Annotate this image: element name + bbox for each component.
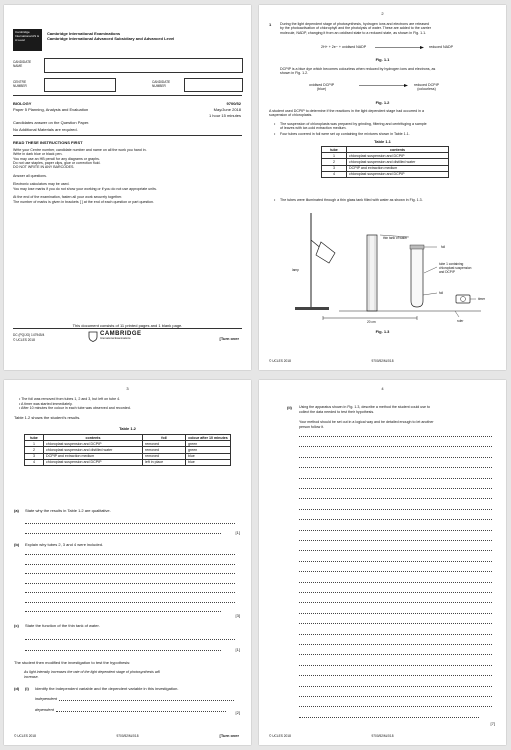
- answer-line[interactable]: [299, 498, 492, 499]
- water-tank: [367, 235, 377, 311]
- table-cell: chloroplast suspension and DCPIP: [44, 441, 143, 447]
- answer-line[interactable]: [299, 602, 492, 603]
- turn-over: [Turn over: [219, 336, 239, 341]
- foil-label-2: foil: [439, 291, 444, 295]
- board-line-1: Cambridge International Examinations: [47, 31, 121, 36]
- table-cell: 3: [322, 165, 347, 171]
- page-number: 2: [381, 11, 384, 16]
- answer-line[interactable]: [299, 623, 492, 624]
- footer-code: 9700/52/M/J/18: [371, 359, 394, 363]
- foil: [410, 245, 424, 249]
- student-text: [269, 109, 424, 118]
- divider: [13, 135, 242, 136]
- table-cell: DCPIP and extraction medium: [347, 165, 449, 171]
- duration: 1 hour 15 minutes: [208, 113, 241, 118]
- hypothesis: [24, 670, 160, 679]
- question-d-label: (d): [14, 686, 20, 691]
- bullet-item: • After 10 minutes the colour in each tube was observed and recorded.: [19, 406, 131, 411]
- question-d-sub-label: (i): [25, 686, 29, 691]
- arrow-icon: [359, 83, 409, 88]
- question-page-2: [259, 5, 506, 370]
- answer-line[interactable]: [25, 583, 235, 584]
- answer-note: Candidates answer on the Question Paper.: [13, 120, 90, 125]
- answer-line[interactable]: [25, 523, 235, 524]
- centre-number-box[interactable]: [44, 78, 116, 92]
- lamp-shade: [316, 242, 335, 263]
- arrow-icon: [375, 45, 425, 50]
- dcpip-text: [280, 67, 435, 76]
- answer-line[interactable]: [299, 644, 492, 645]
- ruler-label: ruler: [457, 319, 464, 323]
- dependent-label: dependent: [35, 707, 54, 712]
- text-line: DCPIP is a blue dye which becomes colourless when reduced by hydrogen ions and electrons, as: [280, 67, 436, 71]
- table-1-2-title: Table 1.2: [119, 426, 136, 431]
- table-cell: 3: [25, 453, 44, 459]
- bullet-item: • The foil was removed from tubes 1, 2 and 3, but left on tube 4.: [19, 397, 121, 401]
- table-row: [25, 459, 231, 465]
- question-sub-label: (ii): [287, 405, 292, 410]
- question-page-3: [4, 380, 251, 745]
- dependent-answer-line[interactable]: [56, 711, 226, 712]
- answer-line[interactable]: [25, 554, 235, 555]
- instructions-list: [13, 148, 157, 204]
- answer-line[interactable]: [299, 561, 492, 562]
- question-number: 1: [269, 22, 272, 27]
- table-cell: chloroplast suspension and distilled water: [347, 159, 449, 165]
- question-b-text: Explain why tubes 2, 3 and 4 were included.: [25, 542, 104, 547]
- question-b-label: (b): [14, 542, 20, 547]
- answer-line[interactable]: [299, 530, 492, 531]
- hypothesis-intro: The student then modified the investigation to test the hypothesis:: [14, 660, 131, 665]
- footer-code: 9700/52/M/J/18: [116, 734, 139, 738]
- equation-1-right: reduced NADP: [429, 45, 453, 49]
- answer-line[interactable]: [299, 665, 492, 666]
- answer-line[interactable]: [299, 686, 492, 687]
- footer-copyright: © UCLES 2018: [269, 359, 291, 363]
- mark-allocation: [7]: [490, 721, 495, 726]
- question-text: [299, 405, 430, 414]
- table-header: colour after 10 minutes: [186, 435, 231, 441]
- bullet-2: • Four tubes covered in foil were set up containing the mixtures shown in Table 1.1.: [274, 132, 410, 136]
- lamp-label: lamp: [292, 268, 299, 272]
- answer-line[interactable]: [299, 457, 492, 458]
- answer-line[interactable]: [299, 717, 479, 718]
- table-cell: chloroplast suspension and DCPIP: [347, 171, 449, 177]
- table-cell: removed: [143, 441, 186, 447]
- answer-line[interactable]: [25, 602, 235, 603]
- cover-page: [4, 5, 251, 370]
- candidate-name-box[interactable]: [44, 58, 243, 73]
- intro-text: [280, 22, 431, 35]
- lamp-base: [295, 307, 329, 310]
- subject: BIOLOGY: [13, 101, 32, 106]
- divider: [13, 95, 242, 96]
- text-line: by the photoactivation of chlorophyll and the photolysis of water. These are added to the carrier: [280, 26, 431, 31]
- instruction-line: Write your Centre number, candidate number and name on all the work you hand in.: [13, 148, 147, 152]
- question-a-label: (a): [14, 508, 19, 513]
- answer-line[interactable]: [299, 446, 492, 447]
- answer-line[interactable]: [299, 571, 492, 572]
- instruction-line: DO NOT WRITE IN ANY BARCODES.: [13, 165, 75, 170]
- answer-line[interactable]: [25, 611, 221, 612]
- table-cell: chloroplast suspension and distilled water: [44, 447, 143, 453]
- answer-line[interactable]: [299, 582, 492, 583]
- answer-line[interactable]: [25, 592, 235, 593]
- instruction-line: Answer all questions.: [13, 173, 47, 178]
- answer-line[interactable]: [25, 564, 235, 565]
- table-cell: blue: [186, 453, 231, 459]
- mark-allocation: [2]: [235, 710, 240, 715]
- answer-line[interactable]: [299, 550, 492, 551]
- text-line: A student used DCPIP to determine if the reactions in the light dependent stage had occurred in a: [269, 109, 424, 113]
- page-number: 4: [381, 386, 384, 391]
- centre-number-label: CENTRE NUMBER: [13, 80, 27, 88]
- paper-code: 9700/52: [226, 101, 241, 106]
- table-header: tube: [25, 435, 44, 441]
- tube-label: tube 1 containing chloroplast suspension and DCPIP: [439, 262, 472, 274]
- answer-line[interactable]: [299, 613, 492, 614]
- shield-icon: [88, 331, 98, 342]
- equation-2-right: reduced DCPIP (colourless): [414, 83, 439, 92]
- answer-line[interactable]: [299, 436, 492, 437]
- answer-line[interactable]: [299, 654, 492, 655]
- page-number: 3: [126, 386, 129, 391]
- candidate-number-label: CANDIDATE NUMBER: [152, 80, 171, 88]
- document-reference: DC (PQ/JG) 147945/4: [13, 333, 45, 337]
- table-cell: 2: [25, 447, 44, 453]
- tank-label: thin tank of water: [383, 236, 408, 240]
- mark-allocation: [3]: [235, 613, 240, 618]
- instruction-line: You may lose marks if you do not show your working or if you do not use appropriate units.: [13, 186, 157, 191]
- table-header: tube: [322, 147, 347, 153]
- question-page-4: [259, 380, 506, 745]
- instruction-line: You may use an HB pencil for any diagrams or graphs.: [13, 156, 100, 161]
- bullet-list: [19, 397, 131, 411]
- text-line: During the light dependent stage of photosynthesis, hydrogen ions and electrons are released: [280, 22, 430, 26]
- table-cell: 1: [322, 153, 347, 159]
- table-cell: removed: [143, 453, 186, 459]
- answer-line[interactable]: [299, 540, 492, 541]
- board-line-2: Cambridge International Advanced Subsidiary and Advanced Level: [47, 36, 175, 41]
- instruction-line: Do not use staples, paper clips, glue or correction fluid.: [13, 160, 101, 165]
- foil-label: foil: [441, 245, 446, 249]
- table-cell: 4: [25, 459, 44, 465]
- answer-line[interactable]: [299, 519, 492, 520]
- equation-1-left: 2H+ + 2e− + oxidised NADP: [321, 45, 367, 49]
- session: May/June 2018: [213, 107, 241, 112]
- table-header: contents: [44, 435, 143, 441]
- text-line: The suspension of chloroplasts was prepared by grinding, filtering and centrifuging a sample: [280, 122, 427, 126]
- instruction-line: Write in dark blue or black pen.: [13, 152, 63, 157]
- question-a-text: State why the results in Table 1.2 are qualitative.: [25, 508, 111, 513]
- table-header: contents: [347, 147, 449, 153]
- answer-line[interactable]: [299, 634, 492, 635]
- figure-1-2-caption: Fig. 1.2: [375, 100, 390, 105]
- table-cell: 4: [322, 171, 347, 177]
- mark-allocation: [1]: [235, 647, 240, 652]
- footer-code: 9700/52/M/J/18: [371, 734, 394, 738]
- timer-label: timer: [478, 297, 486, 301]
- table-cell: 1: [25, 441, 44, 447]
- cambridge-logo: CAMBRIDGE International Examinations: [100, 331, 142, 340]
- answer-line[interactable]: [299, 478, 492, 479]
- answer-line[interactable]: [25, 533, 221, 534]
- instruction-line: At the end of the examination, fasten all your work securely together.: [13, 195, 123, 200]
- table-1-1-title: Table 1.1: [374, 139, 391, 144]
- materials-note: No Additional Materials are required.: [13, 127, 78, 132]
- table-cell: green: [186, 447, 231, 453]
- pages-note: This document consists of 11 printed pages and 1 blank page.: [72, 323, 183, 328]
- answer-line[interactable]: [25, 650, 221, 651]
- instruction-line: The number of marks is given in brackets [ ] at the end of each question or part question.: [13, 199, 155, 204]
- distance-label: 20 cm: [367, 320, 376, 324]
- table-1-2: [24, 434, 231, 466]
- table-cell: 2: [322, 159, 347, 165]
- bullet-1: • The suspension of chloroplasts was prepared by grinding, filtering and centrifuging a sample of leaves with ice-cold extraction medium.: [274, 122, 427, 131]
- table-cell: green: [186, 441, 231, 447]
- answer-line[interactable]: [299, 592, 492, 593]
- cambridge-crest-logo: Cambridge International AS & A Level: [13, 29, 42, 51]
- question-guidance: [299, 420, 434, 429]
- candidate-name-label: CANDIDATE NAME: [13, 60, 32, 68]
- bullet-item: • A timer was started immediately.: [19, 401, 73, 406]
- table-row: [322, 171, 449, 177]
- question-d-text: Identify the independent variable and the dependent variable in this investigation.: [35, 686, 179, 691]
- text-line: Your method should be set out in a logical way and be detailed enough to let another: [299, 420, 434, 424]
- table-cell: blue: [186, 459, 231, 465]
- question-c-text: State the function of the thin tank of water.: [25, 623, 100, 628]
- text-line: of leaves with ice-cold extraction medium.: [280, 126, 347, 131]
- table-cell: chloroplast suspension and DCPIP: [44, 459, 143, 465]
- answer-line[interactable]: [299, 509, 492, 510]
- hypothesis-line: increase.: [24, 674, 39, 679]
- text-line: molecule, NADP, changing it from an oxidised state to a reduced state, as shown in Fig. 1.1.: [280, 30, 427, 35]
- text-line: suspension of chloroplasts.: [269, 113, 313, 118]
- table-cell: left in place: [143, 459, 186, 465]
- mark-allocation: [1]: [235, 530, 240, 535]
- independent-label: independent: [35, 696, 58, 701]
- table-cell: removed: [143, 447, 186, 453]
- table-header: foil: [143, 435, 186, 441]
- footer-copyright: © UCLES 2018: [269, 734, 291, 738]
- answer-line[interactable]: [25, 639, 235, 640]
- question-c-label: (c): [14, 623, 19, 628]
- footer-copyright: © UCLES 2018: [14, 734, 36, 738]
- divider: [13, 328, 242, 329]
- instructions-heading: READ THESE INSTRUCTIONS FIRST: [13, 140, 83, 145]
- table-cell: DCPIP and extraction medium: [44, 453, 143, 459]
- answer-line[interactable]: [299, 696, 492, 697]
- timer-icon: [456, 295, 470, 303]
- turn-over: [Turn over: [219, 733, 239, 738]
- text-line: Using the apparatus shown in Fig. 1.3, describe a method the student could use to: [299, 405, 431, 409]
- text-line: shown in Fig. 1.2.: [280, 71, 309, 76]
- text-line: person follow it.: [299, 424, 324, 429]
- answer-line[interactable]: [25, 573, 235, 574]
- text-line: collect the data needed to test their hypothesis.: [299, 409, 375, 414]
- paper-title: Paper 5 Planning, Analysis and Evaluation: [13, 107, 89, 112]
- answer-line[interactable]: [299, 488, 492, 489]
- answer-line[interactable]: [299, 675, 492, 676]
- independent-answer-line[interactable]: [59, 700, 234, 701]
- equation-2-left: oxidised DCPIP (blue): [309, 83, 335, 92]
- instruction-line: Electronic calculators may be used.: [13, 182, 70, 187]
- results-intro: Table 1.2 shows the student's results.: [14, 415, 81, 420]
- table-cell: chloroplast suspension and DCPIP: [347, 153, 449, 159]
- bullet-3: • The tubes were illuminated through a thin glass tank filled with water as shown in Fig. 1.3.: [274, 198, 423, 202]
- hypothesis-line: As light intensity increases the rate of the light dependent stage of photosynthesis will: [24, 670, 160, 674]
- copyright: © UCLES 2018: [13, 338, 35, 342]
- answer-line[interactable]: [299, 467, 492, 468]
- candidate-number-box[interactable]: [184, 78, 243, 92]
- figure-1-1-caption: Fig. 1.1: [375, 57, 390, 62]
- table-1-1: [321, 146, 449, 178]
- answer-line[interactable]: [299, 706, 492, 707]
- test-tube: [411, 247, 423, 307]
- figure-1-3-caption: Fig. 1.3: [375, 329, 390, 334]
